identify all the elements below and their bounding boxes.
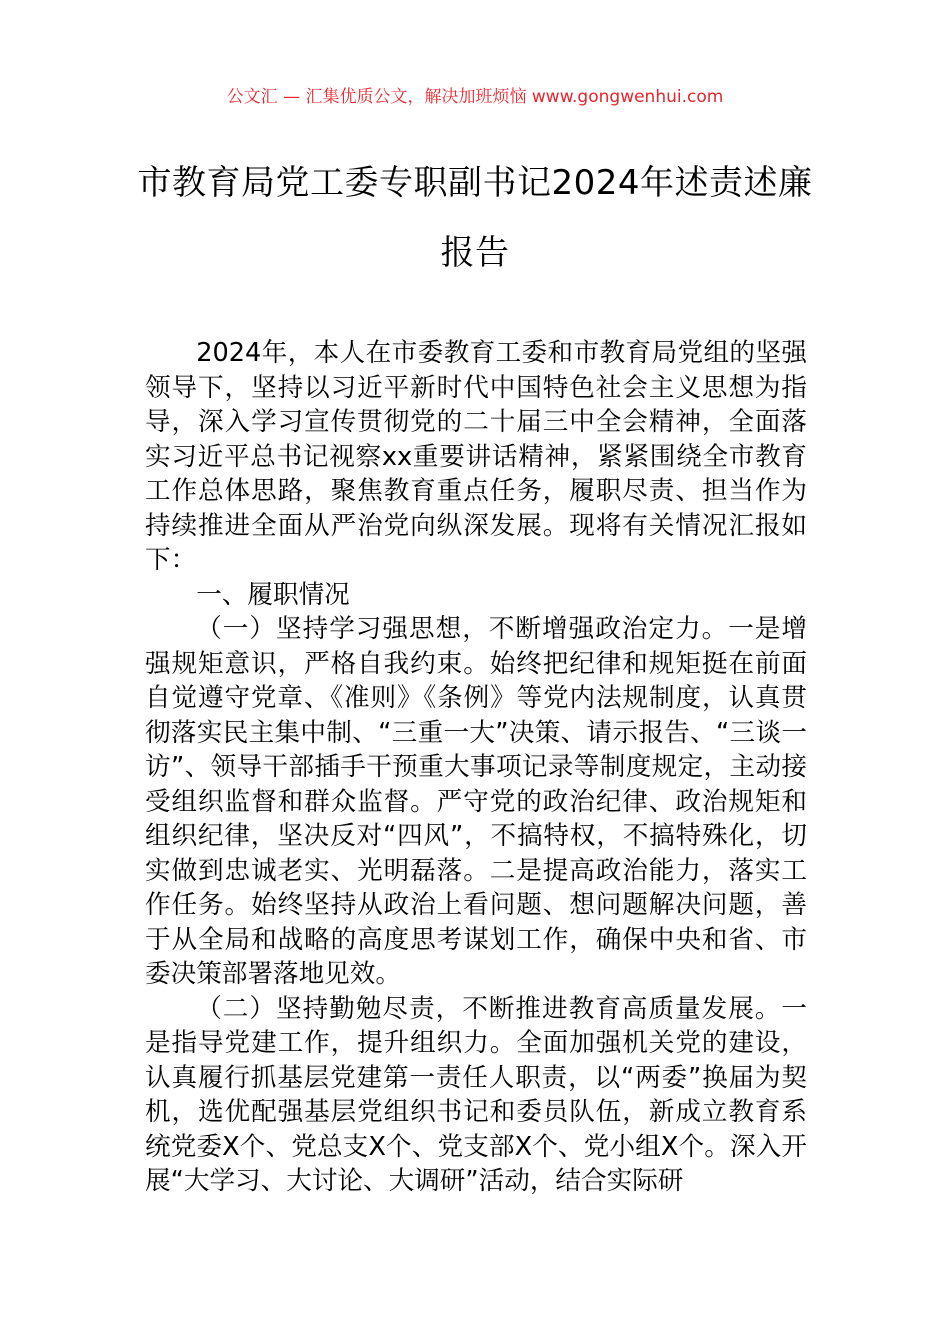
section-heading: 一、履职情况 xyxy=(196,579,350,610)
paragraph-section-2: （二）坚持勤勉尽责，不断推进教育高质量发展。一是指导党建工作，提升组织力。全面加强机关党的建设，认真履行抓基层党建第一责任人职责，以“两委”换届为契机，选优配强基层党组织书记和委员队伍，新成立教育系统党委X个、党总支X个、党支部X个、党小组X个。深入开展“大学习、大讨论、大调研”活动，结合实际研 xyxy=(145,993,807,1196)
paragraph-intro: 2024年，本人在市委教育工委和市教育局党组的坚强领导下，坚持以习近平新时代中国特色社会主义思想为指导，深入学习宣传贯彻党的二十届三中全会精神，全面落实习近平总书记视察xx重要讲话精神，紧紧围绕全市教育工作总体思路，聚焦教育重点任务，履职尽责、担当作为持续推进全面从严治党向纵深发展。现将有关情况汇报如下： xyxy=(145,338,807,575)
document-body xyxy=(145,336,807,1199)
header-banner[interactable]: 公文汇 — 汇集优质公文，解决加班烦恼 www.gongwenhui.com xyxy=(226,87,724,107)
document-title: 市教育局党工委专职副书记2024年述责述廉报告 xyxy=(137,163,813,273)
paragraph-section-1: （一）坚持学习强思想，不断增强政治定力。一是增强规矩意识，严格自我约束。始终把纪律和规矩挺在前面自觉遵守党章、《准则》《条例》等党内法规制度，认真贯彻落实民主集中制、“三重一大”决策、请示报告、“三谈一访”、领导干部插手干预重大事项记录等制度规定，主动接受组织监督和群众监督。严守党的政治纪律、政治规矩和组织纪律，坚决反对“四风”，不搞特权，不搞特殊化，切实做到忠诚老实、光明磊落。二是提高政治能力，落实工作任务。始终坚持从政治上看问题、想问题解决问题，善于从全局和战略的高度思考谋划工作，确保中央和省、市委决策部署落地见效。 xyxy=(145,614,807,989)
